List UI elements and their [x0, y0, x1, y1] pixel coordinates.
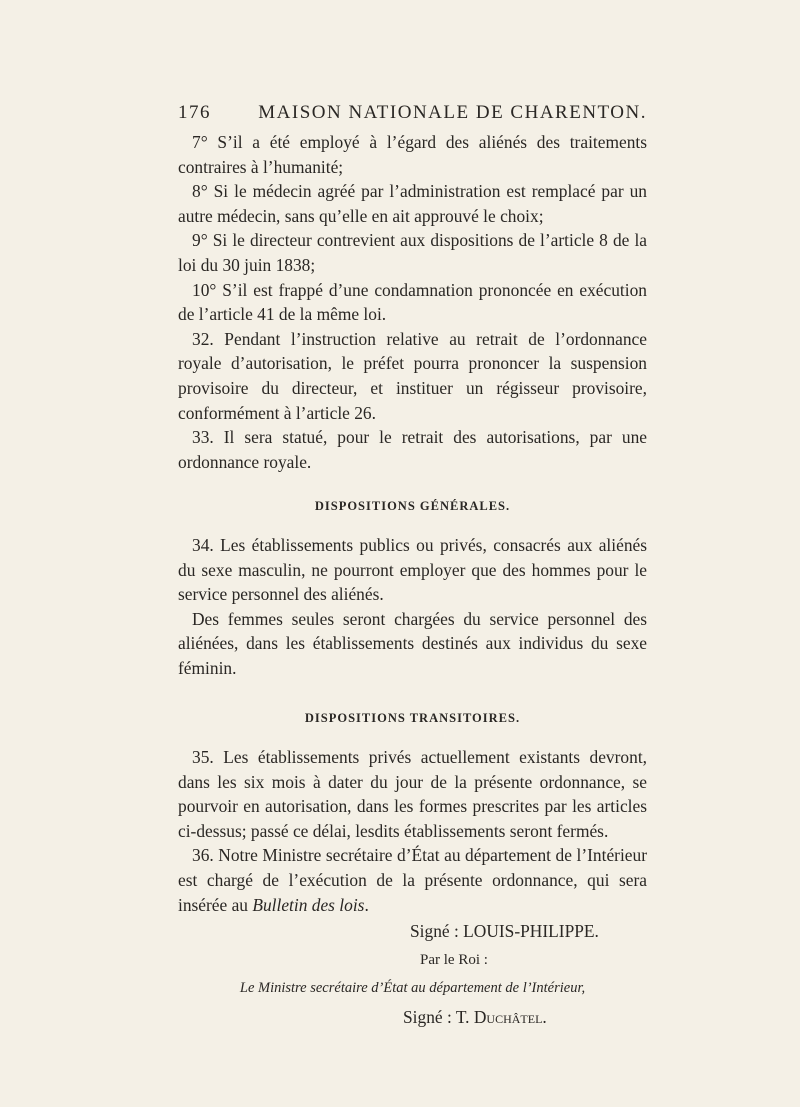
- paragraph-item-8: 8° Si le médecin agréé par l’administration est remplacé par un autre médecin, sans qu’elle en ait approuvé le choix;: [178, 181, 647, 226]
- running-title: MAISON NATIONALE DE CHARENTON.: [258, 102, 647, 123]
- minister-name: Duchâtel: [473, 1007, 543, 1027]
- paragraph-item-10: 10° S’il est frappé d’une condamnation prononcée en exécution de l’article 41 de la même loi.: [178, 279, 647, 325]
- section-heading-general: DISPOSITIONS GÉNÉRALES.: [314, 499, 511, 514]
- signature-king: Signé : LOUIS-PHILIPPE.: [410, 921, 599, 942]
- signature-minister-prefix: Signé : T.: [403, 1007, 474, 1027]
- signature-minister-suffix: .: [542, 1007, 547, 1027]
- article-33: 33. Il sera statué, pour le retrait des autorisations, par une ordonnance royale.: [178, 427, 647, 472]
- article-36: [178, 843, 647, 917]
- bulletin-title: Bulletin des lois: [252, 894, 365, 915]
- article-36-text: 36. Notre Ministre secrétaire d’État au département de l’Intérieur est chargé de l’exécution de la présente ordonnance, qui sera insérée au: [178, 845, 647, 915]
- minister-title: Le Ministre secrétaire d’État au département de l’Intérieur,: [239, 980, 586, 997]
- paragraph-item-9: 9° Si le directeur contrevient aux dispositions de l’article 8 de la loi du 30 juin 1838;: [178, 230, 647, 275]
- article-34-continued: Des femmes seules seront chargées du service personnel des aliénées, dans les établissements destinés aux individus du sexe féminin.: [178, 608, 647, 678]
- article-32: 32. Pendant l’instruction relative au retrait de l’ordonnance royale d’autorisation, le préfet pourra prononcer la suspension provisoire du directeur, et instituer un régisseur provisoire, conformément à l’article 26.: [178, 328, 647, 423]
- page-body: [178, 130, 647, 1030]
- article-35: 35. Les établissements privés actuellement existants devront, dans les six mois à dater du jour de la présente ordonnance, se pourvoir en autorisation, dans les formes prescrites par les articles ci-dessus; passé ce délai, lesdits établissements seront fermés.: [178, 747, 647, 841]
- article-34: 34. Les établissements publics ou privés, consacrés aux aliénés du sexe masculin, ne pourront employer que des hommes pour le service personnel des aliénés.: [178, 534, 647, 605]
- section-heading-transitional: DISPOSITIONS TRANSITOIRES.: [304, 711, 521, 726]
- by-the-king: Par le Roi :: [420, 951, 488, 968]
- paragraph-item-7: 7° S’il a été employé à l’égard des aliénés des traitements contraires à l’humanité;: [178, 132, 647, 177]
- page-header: [178, 102, 647, 128]
- signature-minister: [178, 1005, 647, 1030]
- page-number: 176: [178, 102, 211, 123]
- article-36-end: .: [364, 894, 369, 915]
